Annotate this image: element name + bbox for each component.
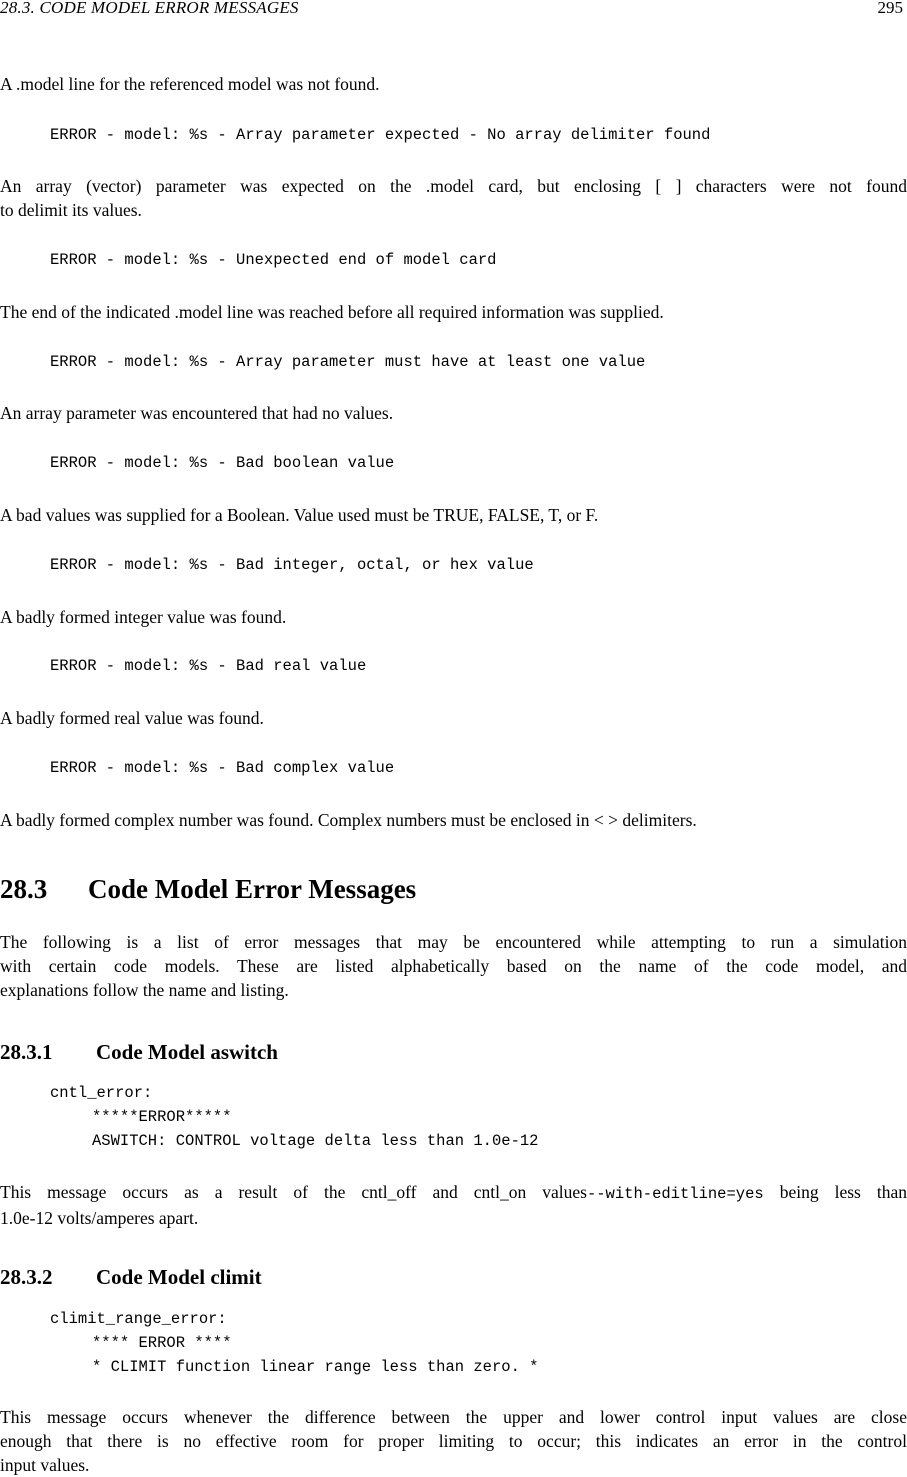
- subsection-number: 28.3.2: [0, 1265, 53, 1289]
- code-label-cntl-error: cntl_error:: [50, 1084, 153, 1102]
- code-bad-boolean: ERROR - model: %s - Bad boolean value: [50, 454, 395, 472]
- section-heading-28-3: [0, 874, 416, 905]
- code-unexpected-end: ERROR - model: %s - Unexpected end of model card: [50, 251, 497, 269]
- code-array-one-value: ERROR - model: %s - Array parameter must have at least one value: [50, 353, 646, 371]
- subsection-heading-28-3-2: [0, 1265, 262, 1290]
- code-line-error-banner: **** ERROR ****: [92, 1334, 232, 1352]
- code-line-error-banner: *****ERROR*****: [92, 1108, 232, 1126]
- paragraph-climit-explanation: This message occurs whenever the difference between the upper and lower control input values are close enough that there is no effective room for proper limiting to occur; this indicates an error in the control input values.: [0, 1407, 907, 1475]
- code-array-expected: ERROR - model: %s - Array parameter expected - No array delimiter found: [50, 126, 711, 144]
- section-title: Code Model Error Messages: [88, 874, 417, 904]
- paragraph-bad-real: A badly formed real value was found.: [0, 708, 264, 728]
- paragraph-bad-boolean: A bad values was supplied for a Boolean. Value used must be TRUE, FALSE, T, or F.: [0, 505, 599, 525]
- subsection-title: Code Model aswitch: [96, 1040, 278, 1064]
- code-line-aswitch-message: ASWITCH: CONTROL voltage delta less than 1.0e-12: [92, 1132, 539, 1150]
- paragraph-array-expected: An array (vector) parameter was expected on the .model card, but enclosing [ ] characters were not found to delimit its values.: [0, 176, 907, 220]
- code-label-climit-range-error: climit_range_error:: [50, 1310, 227, 1328]
- paragraph-model-line-not-found: A .model line for the referenced model was not found.: [0, 74, 380, 94]
- subsection-title: Code Model climit: [96, 1265, 262, 1289]
- page-number: 295: [877, 0, 903, 17]
- section-number: 28.3: [0, 874, 48, 904]
- code-bad-real: ERROR - model: %s - Bad real value: [50, 657, 367, 675]
- code-bad-complex: ERROR - model: %s - Bad complex value: [50, 759, 395, 777]
- subsection-heading-28-3-1: [0, 1040, 278, 1065]
- paragraph-unexpected-end: The end of the indicated .model line was reached before all required information was supplied.: [0, 302, 664, 322]
- code-line-climit-message: * CLIMIT function linear range less than zero. *: [92, 1358, 539, 1376]
- paragraph-bad-integer: A badly formed integer value was found.: [0, 607, 287, 627]
- inline-code-option: --with-editline=yes: [586, 1185, 764, 1203]
- code-bad-integer: ERROR - model: %s - Bad integer, octal, or hex value: [50, 556, 534, 574]
- paragraph-array-one-value: An array parameter was encountered that had no values.: [0, 403, 394, 423]
- paragraph-section-intro: The following is a list of error messages that may be encountered while attempting to run a simulation with certain code models. These are listed alphabetically based on the name of the code model, and explanations follow the name and listing.: [0, 932, 907, 1000]
- paragraph-bad-complex: A badly formed complex number was found. Complex numbers must be enclosed in < > delimiters.: [0, 810, 697, 830]
- subsection-number: 28.3.1: [0, 1040, 53, 1064]
- running-header-section: 28.3. CODE MODEL ERROR MESSAGES: [0, 0, 299, 17]
- paragraph-aswitch-explanation: This message occurs as a result of the cntl_off and cntl_on values--with-editline=yes being less than 1.0e-12 volts/amperes apart.: [0, 1182, 907, 1228]
